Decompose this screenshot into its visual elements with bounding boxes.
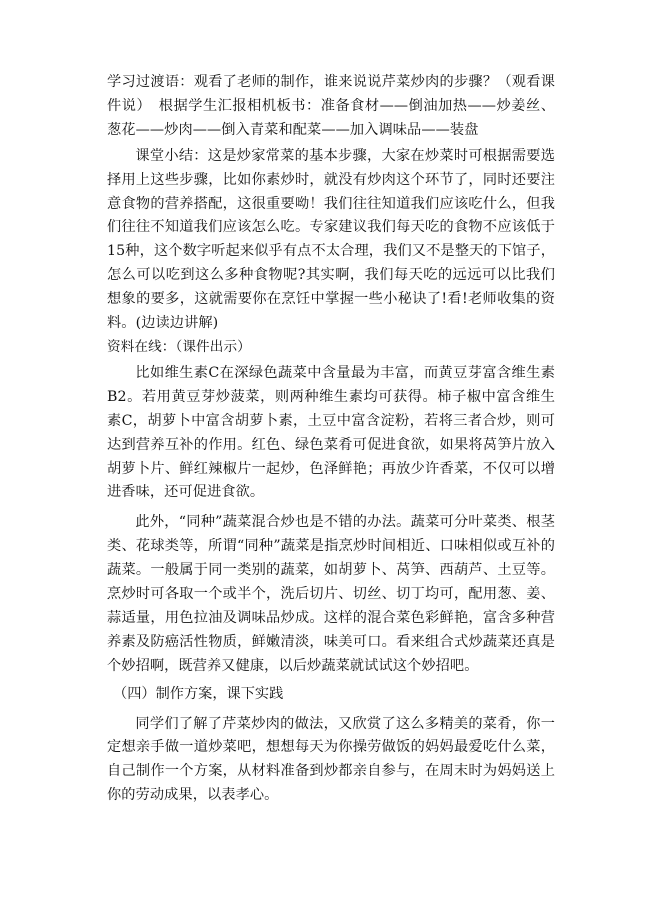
practice-paragraph: 同学们了解了芹菜炒肉的做法，又欣赏了这么多精美的菜肴，你一定想亲手做一道炒菜吧，想想每天为你操劳做饭的妈妈最爱吃什么菜，自己制作一个方案，从材料准备到炒都亲自参与，在周末时为妈妈送上你的劳动成果，以表孝心。 [107,715,555,804]
lesson-summary-paragraph: 课堂小结：这是炒家常菜的基本步骤，大家在炒菜时可根据需要选择用上这些步骤，比如你素炒时，就没有炒肉这个环节了，同时还要注意食物的营养搭配，这很重要呦！我们往往知道我们应该吃什么，但我们往往不知道我们应该怎么吃。专家建议我们每天吃的食物不应该低于15种，这个数字听起来似乎有点不太合理，我们又不是整天的下馆子，怎么可以吃到这么多种食物呢?其实啊，我们每天吃的远远可以比我们想象的要多，这就需要你在烹饪中掌握一些小秘诀了!看!老师收集的资料。(边读边讲解) [107,147,555,332]
resource-online-label: 资料在线：（课件出示） [107,338,251,355]
transition-paragraph: 学习过渡语：观看了老师的制作，谁来说说芹菜炒肉的步骤？（观看课件说） 根据学生汇报相机板书：准备食材——倒油加热——炒姜丝、葱花——炒肉——倒入青菜和配菜——加入调味品——装盘 [107,74,555,138]
vitamin-paragraph: 比如维生素C在深绿色蔬菜中含量最为丰富，而黄豆芽富含维生素B2。若用黄豆芽炒菠菜，则两种维生素均可获得。柿子椒中富含维生素C，胡萝卜中富含胡萝卜素，土豆中富含淀粉，若将三者合炒，则可达到营养互补的作用。红色、绿色菜肴可促进食欲，如果将莴笋片放入胡萝卜片、鲜红辣椒片一起炒，色泽鲜艳；再放少许香菜，不仅可以增进香味，还可促进食欲。 [107,364,555,501]
document-page [107,71,555,808]
section-heading-four: （四）制作方案，课下实践 [113,685,284,702]
mixed-vegetables-paragraph: 此外，“同种”蔬菜混合炒也是不错的办法。蔬菜可分叶菜类、根茎类、花球类等，所谓“同种”蔬菜是指烹炒时间相近、口味相似或互补的蔬菜。一般属于同一类别的蔬菜，如胡萝卜、莴笋、西葫芦、土豆等。烹炒时可各取一个或半个，洗后切片、切丝、切丁均可，配用葱、姜、蒜适量，用色拉油及调味品炒成。这样的混合菜色彩鲜艳，富含多种营养素及防癌活性物质，鲜嫩清淡，味美可口。看来组合式炒蔬菜还真是个妙招啊，既营养又健康，以后炒蔬菜就试试这个妙招吧。 [107,514,555,674]
